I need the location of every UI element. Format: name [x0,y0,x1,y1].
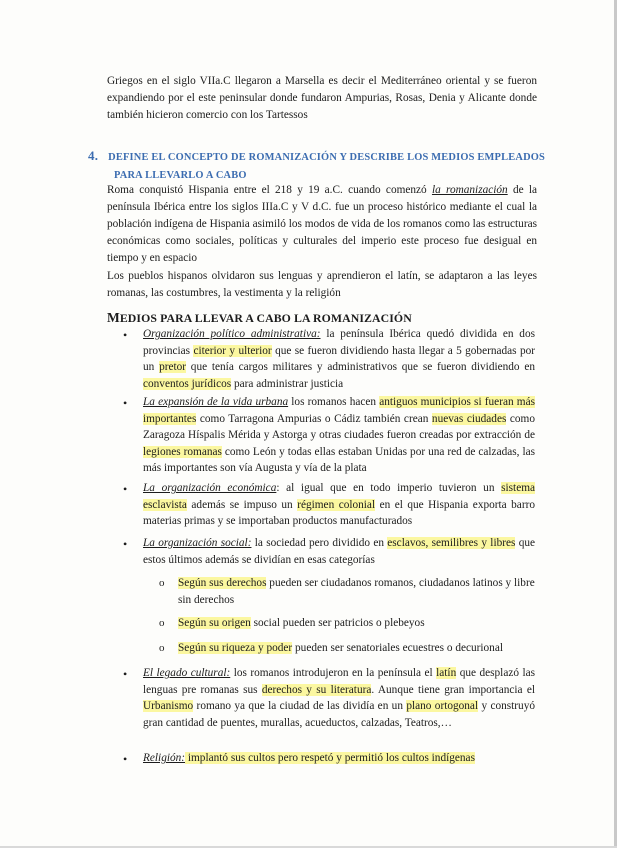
item-text: que tenía cargos militares y administrativos que se fueron dividiendo en [186,361,535,374]
list-item [143,326,535,392]
item-text: pueden ser senatoriales ecuestres o decurional [292,642,503,654]
highlighted-text: Urbanismo [143,700,194,713]
highlighted-text: pretor [159,361,187,374]
highlighted-text: régimen colonial [297,498,376,511]
highlighted-text: latín [436,667,457,679]
p1-term: la romanización [431,184,508,196]
bullet: • [123,396,128,410]
p1-after: de la península Ibérica entre los siglos IIIa.C y V d.C. fue un proceso histórico mediante el cual la población indígena de Hispania asimiló los modos de vida de los romanos como las estructuras económicas como sociales, políticas y culturales del imperio este proceso fue desigual en tiempo y en espacio [107,184,538,264]
item-text: que desplazó las lenguas pre romanas sus [143,667,536,696]
item-text: la península Ibérica quedó dividida en dos provincias [143,328,535,357]
item-text: además se impuso un [186,498,298,511]
p1-before: Roma conquistó Hispania entre el 218 y 19 a.C. cuando comenzó [107,184,432,196]
item-text: pueden ser ciudadanos romanos, ciudadanos latinos y libre sin derechos [178,577,535,606]
medios-heading-rest: EDIOS PARA LLEVAR A CABO LA ROMANIZACIÓN [119,311,412,325]
item-term: El legado cultural: [143,667,231,679]
section-4-heading [88,147,548,185]
item-text: los romanos introdujeron en la península el [230,667,437,679]
item-term: La organización económica [143,482,277,494]
highlighted-text: derechos y su literatura [261,683,372,696]
section-title-line2: PARA LLEVARLO A CABO [114,170,247,181]
sub-list-item [178,640,536,657]
item-text: los romanos hacen [288,396,380,408]
item-text: romano ya que la ciudad de las dividía en un [193,700,407,713]
highlighted-text: citerior y ulterior [193,344,272,357]
sub-bullet: o [159,577,165,589]
list-item [143,535,535,568]
item-text: y construyó gran cantidad de puentes, murallas, acueductos, calzadas, Teatros,… [143,700,535,729]
item-text: como Tarragona Ampurias o Cádiz también crean [196,412,432,425]
item-text: en el que Hispania exporta barro materias primas y se importaban productos manufacturados [143,498,535,528]
bullet: • [123,482,128,496]
list-item [143,750,535,767]
highlighted-text: sistema esclavista [143,482,536,511]
pueblos-paragraph: Los pueblos hispanos olvidaron sus lenguas y aprendieron el latín, se adaptaron a las leyes romanas, las costumbres, la vestimenta y la religión [107,270,537,299]
item-text: . Aunque tiene gran importancia el [371,683,535,696]
highlighted-text: Según su origen [178,617,251,629]
sub-bullet: o [159,642,165,654]
highlighted-text: implantó sus cultos pero respetó y permitió los cultos indígenas [185,752,475,764]
highlighted-text: plano ortogonal [406,700,479,713]
section-title-line1: DEFINE EL CONCEPTO DE ROMANIZACIÓN Y DESCRIBE LOS MEDIOS EMPLEADOS [108,152,546,163]
item-text: : al igual que en todo imperio tuvieron un [276,482,502,494]
romanizacion-paragraph [107,182,537,267]
highlighted-text: conventos jurídicos [143,377,232,390]
bullet: • [123,537,128,551]
bullet: • [123,328,128,342]
highlighted-text: Según su riqueza y poder [178,642,293,654]
list-item [143,665,535,731]
intro-paragraph: Griegos en el siglo VIIa.C llegaron a Marsella es decir el Mediterráneo oriental y se fueron expandiendo por el este peninsular donde fundaron Ampurias, Rosas, Denia y Alicante donde también hicieron comercio con los Tartessos [107,75,537,121]
item-text: que estos últimos además se dividían en esas categorías [143,537,536,566]
sub-bullet: o [159,617,165,629]
medios-heading-initial: M [107,310,120,325]
item-term: Organización político administrativa: [143,328,321,340]
item-term: La expansión de la vida urbana [143,396,289,408]
item-term: Religión: [143,752,186,764]
section-number: 4. [88,148,99,163]
highlighted-text: Según sus derechos [178,577,267,589]
highlighted-text: esclavos, semilibres y libres [387,537,516,549]
list-item [143,480,535,530]
item-text: como León y todas ellas estaban Unidas por una red de calzadas, las más importantes son vía Augusta y vía de la plata [143,445,535,475]
item-text: que se fueron dividiendo hasta llegar a 5 gobernadas por un [143,344,536,374]
item-text: la sociedad pero dividido en [251,537,388,549]
bullet: • [123,752,128,766]
item-term: La organización social: [143,537,252,549]
sub-list-item [178,615,536,632]
item-text: para administrar justicia [231,377,344,390]
highlighted-text: legiones romanas [143,445,222,458]
list-item [143,394,535,477]
item-text: social pueden ser patricios o plebeyos [250,617,425,629]
highlighted-text: antiguos municipios si fueran más importantes [143,396,535,425]
highlighted-text: nuevas ciudades [431,412,507,425]
sub-list-item [178,575,536,608]
bullet: • [123,667,128,681]
item-text: como Zaragoza Híspalis Mérida y Astorga y otras ciudades fueron creadas por extracción de [143,412,535,442]
medios-heading [107,309,412,327]
